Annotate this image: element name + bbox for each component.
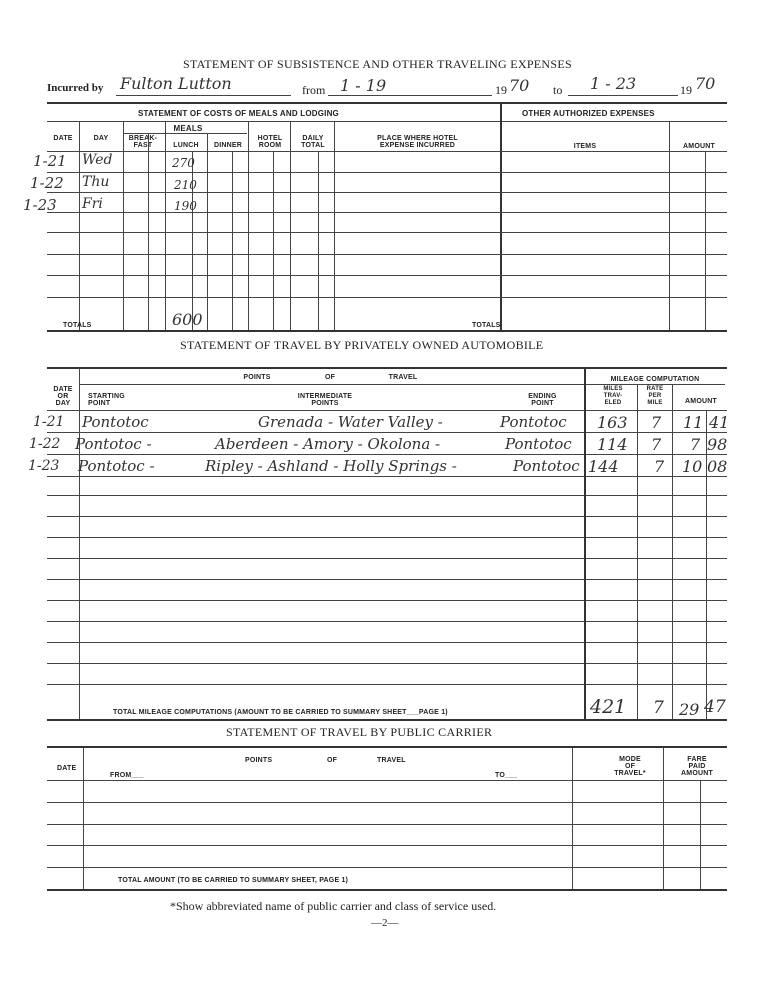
auto-row-2-date: 1-22 (29, 436, 61, 452)
auto-row-1-dollars: 11 (683, 413, 704, 432)
auto-col-points-1: POINTS (243, 374, 271, 381)
auto-col-points-3: TRAVEL (388, 374, 418, 381)
mileage-total-cents: 47 (704, 697, 726, 717)
meal-row-1-day: Wed (82, 152, 113, 168)
col-hotel-header-2: ROOM (258, 142, 282, 149)
auto-col-starting-2: POINT (88, 400, 111, 407)
auto-row-2-rate: 7 (651, 435, 662, 454)
auto-row-2-dollars: 7 (690, 435, 701, 454)
year-prefix-1: 19 (495, 83, 507, 97)
carrier-col-fare-3: AMOUNT (681, 770, 713, 777)
footnote: *Show abbreviated name of public carrier and class of service used. (170, 899, 497, 913)
incurred-by-value: Fulton Lutton (120, 74, 232, 93)
page-number: —2— (371, 917, 399, 929)
meal-row-3-date: 1-23 (23, 196, 57, 214)
auto-col-rate-1: RATE (646, 386, 664, 392)
auto-row-1-miles: 163 (597, 413, 628, 432)
auto-row-3-cents: 08 (707, 457, 728, 476)
auto-col-rate-2: PER (648, 393, 662, 399)
meals-totals-label: TOTALS (63, 322, 92, 329)
auto-row-3-date: 1-23 (28, 458, 60, 474)
auto-row-2-end: Pontotoc (505, 435, 572, 453)
col-amount-header: AMOUNT (683, 143, 715, 150)
col-place-header-2: EXPENSE INCURRED (379, 142, 456, 149)
year-value-2: 70 (695, 74, 716, 93)
auto-row-1-start: Pontotoc (82, 413, 149, 431)
meal-row-3-day: Fri (82, 196, 103, 212)
meal-row-2-lunch: 210 (174, 178, 197, 192)
to-date-value: 1 - 23 (590, 74, 637, 93)
carrier-col-mode-3: TRAVEL* (614, 770, 646, 777)
meal-row-1-lunch: 270 (172, 156, 195, 170)
meals-totals-label-right: TOTALS (472, 322, 501, 329)
mileage-total-label: TOTAL MILEAGE COMPUTATIONS (AMOUNT TO BE CARRIED TO SUMMARY SHEET___PAGE 1) (113, 709, 448, 716)
meal-row-1-date: 1-21 (33, 152, 67, 170)
col-items-header: ITEMS (573, 143, 597, 150)
form-title: STATEMENT OF SUBSISTENCE AND OTHER TRAVELING EXPENSES (183, 57, 572, 71)
auto-row-3-end: Pontotoc (513, 457, 580, 475)
auto-row-1-intermediate: Grenada - Water Valley - (258, 413, 443, 431)
from-date-value: 1 - 19 (340, 76, 387, 95)
auto-row-3-dollars: 10 (682, 457, 703, 476)
auto-row-1-rate: 7 (651, 413, 662, 432)
auto-row-3-intermediate: Ripley - Ashland - Holly Springs - (205, 457, 457, 475)
auto-row-2-miles: 114 (597, 435, 628, 454)
col-daily-header-2: TOTAL (301, 142, 325, 149)
carrier-col-from: FROM___ (110, 772, 144, 779)
auto-row-2-start: Pontotoc - (75, 435, 152, 453)
carrier-col-fare-1: FARE (687, 756, 707, 763)
auto-row-1-end: Pontotoc (500, 413, 567, 431)
auto-col-miles-3: ELED (604, 400, 622, 406)
auto-col-miles-1: MILES (603, 386, 623, 392)
meals-group-label: MEALS (173, 124, 203, 133)
col-place-header-1: PLACE WHERE HOTEL (377, 135, 458, 142)
lunch-total: 600 (172, 310, 203, 329)
auto-col-ending-2: POINT (531, 400, 554, 407)
auto-row-1-date: 1-21 (33, 414, 65, 430)
auto-col-date-3: DAY (55, 400, 71, 407)
mileage-total-dollars: 29 (679, 700, 700, 719)
incurred-by-label: Incurred by (47, 82, 104, 94)
auto-col-amount: AMOUNT (685, 398, 717, 405)
year-prefix-2: 19 (680, 83, 692, 97)
auto-col-date-2: OR (57, 393, 69, 400)
auto-col-date-1: DATE (53, 386, 73, 393)
auto-col-miles-2: TRAV- (603, 393, 623, 399)
carrier-col-points-3: TRAVEL (377, 757, 406, 764)
auto-col-rate-3: MILE (647, 400, 663, 406)
meals-section-title: STATEMENT OF COSTS OF MEALS AND LODGING (138, 109, 339, 118)
auto-row-3-start: Pontotoc - (78, 457, 155, 475)
auto-col-mileage: MILEAGE COMPUTATION (610, 376, 700, 383)
carrier-total-label: TOTAL AMOUNT (TO BE CARRIED TO SUMMARY SHEET, PAGE 1) (118, 877, 349, 884)
col-dinner-header: DINNER (213, 142, 243, 149)
carrier-col-fare-2: PAID (688, 763, 706, 770)
from-label: from (302, 83, 326, 97)
col-lunch-header: LUNCH (173, 142, 199, 149)
auto-row-3-miles: 144 (588, 457, 619, 476)
carrier-col-mode-2: OF (624, 763, 636, 770)
auto-col-intermediate-2: POINTS (311, 400, 339, 407)
col-breakfast-header-1: BREAK- (128, 135, 158, 142)
carrier-col-to: TO___ (495, 772, 518, 779)
auto-row-3-rate: 7 (654, 457, 665, 476)
col-date-header: DATE (53, 135, 73, 142)
auto-col-points-2: OF (324, 374, 336, 381)
carrier-col-points-2: OF (327, 757, 338, 764)
carrier-section-title: STATEMENT OF TRAVEL BY PUBLIC CARRIER (226, 725, 493, 739)
other-expenses-title: OTHER AUTHORIZED EXPENSES (522, 109, 655, 118)
mileage-total-miles: 421 (590, 696, 627, 718)
carrier-col-mode-1: MODE (619, 756, 641, 763)
auto-row-1-cents: 41 (709, 413, 730, 432)
auto-section-title: STATEMENT OF TRAVEL BY PRIVATELY OWNED AUTOMOBILE (180, 338, 544, 352)
meal-row-2-day: Thu (82, 174, 110, 190)
col-daily-header-1: DAILY (302, 135, 324, 142)
carrier-col-date: DATE (57, 765, 77, 772)
auto-row-2-cents: 98 (707, 435, 728, 454)
auto-col-intermediate-1: INTERMEDIATE (297, 393, 353, 400)
year-value-1: 70 (509, 76, 530, 95)
carrier-col-points-1: POINTS (245, 757, 273, 764)
to-label: to (553, 83, 563, 97)
auto-col-starting-1: STARTING (88, 393, 125, 400)
meals-table-top-rule (47, 102, 727, 104)
col-breakfast-header-2: FAST (133, 142, 153, 149)
col-hotel-header-1: HOTEL (257, 135, 283, 142)
auto-row-2-intermediate: Aberdeen - Amory - Okolona - (215, 435, 441, 453)
auto-col-ending-1: ENDING (528, 393, 557, 400)
meal-row-3-lunch: 190 (174, 199, 197, 213)
mileage-total-rate: 7 (653, 698, 664, 718)
meal-row-2-date: 1-22 (30, 174, 64, 192)
col-day-header: DAY (93, 135, 109, 142)
